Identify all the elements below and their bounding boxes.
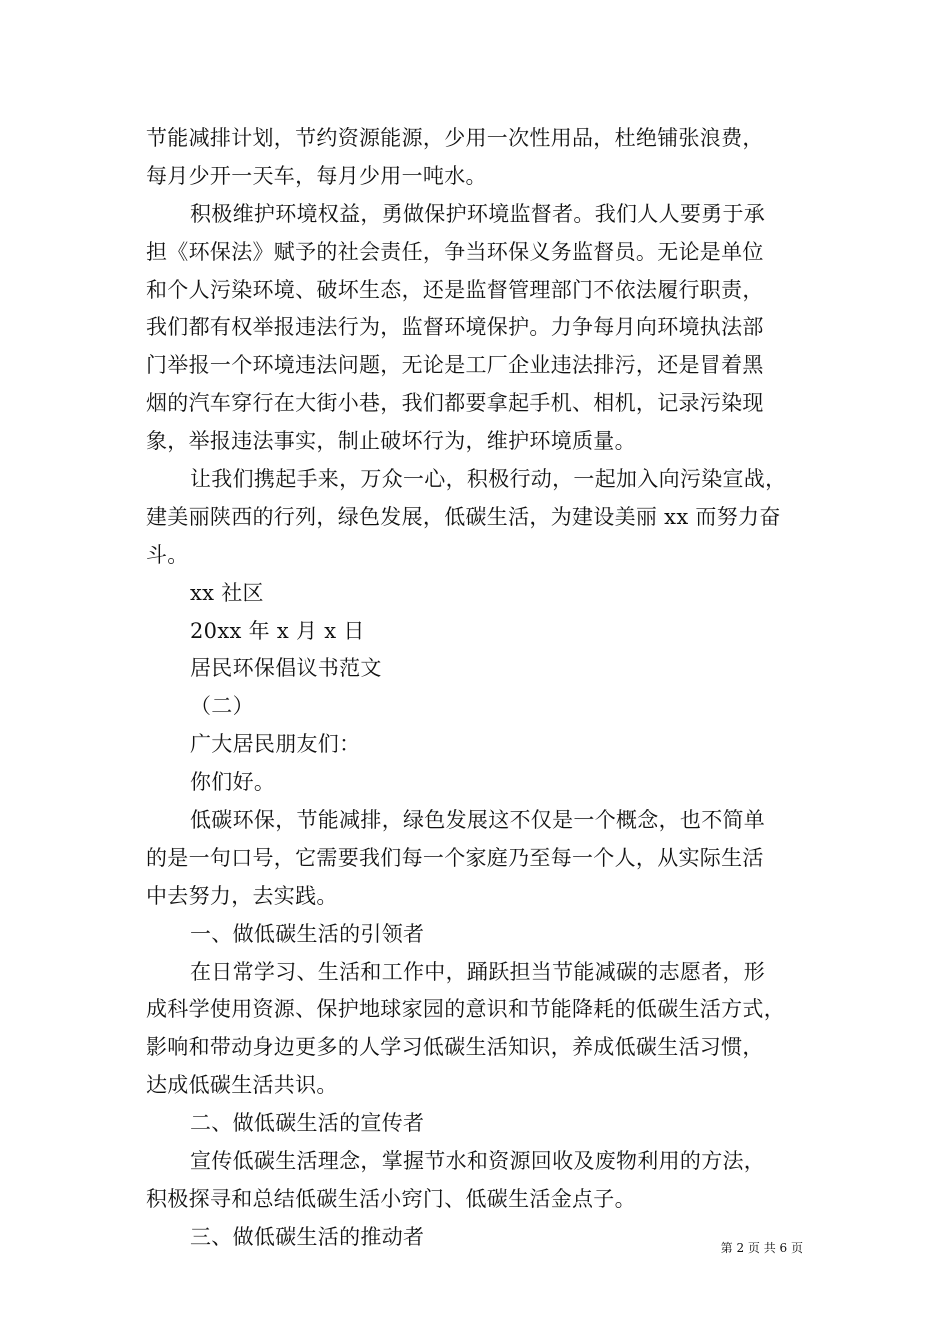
text-line: 宣传低碳生活理念，掌握节水和资源回收及废物利用的方法， (190, 1149, 766, 1174)
text-line: 和个人污染环境、破坏生态，还是监督管理部门不依法履行职责， (146, 277, 764, 302)
text-line: （二） (190, 694, 254, 719)
text-line: 积极探寻和总结低碳生活小窍门、低碳生活金点子。 (146, 1186, 636, 1211)
text-line: 居民环保倡议书范文 (190, 656, 382, 681)
text-line: 烟的汽车穿行在大街小巷，我们都要拿起手机、相机，记录污染现 (146, 391, 764, 416)
text-line: 让我们携起手来，万众一心，积极行动，一起加入向污染宣战， (190, 467, 787, 492)
page-number-footer: 第 2 页 共 6 页 (720, 1241, 803, 1255)
text-line: 三、做低碳生活的推动者 (190, 1224, 425, 1249)
text-line: 低碳环保，节能减排，绿色发展这不仅是一个概念，也不简单 (190, 808, 766, 833)
text-line: 中去努力，去实践。 (146, 883, 338, 908)
text-line: 建美丽陕西的行列，绿色发展，低碳生活，为建设美丽 xx 而努力奋 (146, 504, 781, 529)
text-line: 你们好。 (190, 770, 276, 795)
document-body (146, 120, 826, 1257)
text-line: 每月少开一天车，每月少用一吨水。 (146, 163, 487, 188)
text-line: 节能减排计划，节约资源能源，少用一次性用品，杜绝铺张浪费， (146, 126, 764, 150)
text-line: 的是一句口号，它需要我们每一个家庭乃至每一个人，从实际生活 (146, 845, 764, 870)
text-line: 在日常学习、生活和工作中，踊跃担当节能减碳的志愿者，形 (190, 959, 766, 984)
text-line: 积极维护环境权益，勇做保护环境监督者。我们人人要勇于承 (190, 201, 766, 226)
text-line: 担《环保法》赋予的社会责任，争当环保义务监督员。无论是单位 (146, 239, 764, 264)
text-line: 我们都有权举报违法行为，监督环境保护。力争每月向环境执法部 (146, 315, 764, 340)
text-line: xx 社区 (190, 580, 264, 605)
text-line: 门举报一个环境违法问题，无论是工厂企业违法排污，还是冒着黑 (146, 353, 764, 378)
text-line: 广大居民朋友们： (190, 732, 361, 757)
text-line: 20xx 年 x 月 x 日 (190, 618, 365, 643)
text-line: 斗。 (146, 542, 189, 567)
text-line: 成科学使用资源、保护地球家园的意识和节能降耗的低碳生活方式， (146, 997, 785, 1022)
text-line: 达成低碳生活共识。 (146, 1073, 338, 1098)
text-line: 二、做低碳生活的宣传者 (190, 1111, 425, 1136)
text-line: 象，举报违法事实，制止破坏行为，维护环境质量。 (146, 429, 636, 454)
text-line: 影响和带动身边更多的人学习低碳生活知识，养成低碳生活习惯， (146, 1035, 764, 1060)
text-line: 一、做低碳生活的引领者 (190, 921, 425, 946)
